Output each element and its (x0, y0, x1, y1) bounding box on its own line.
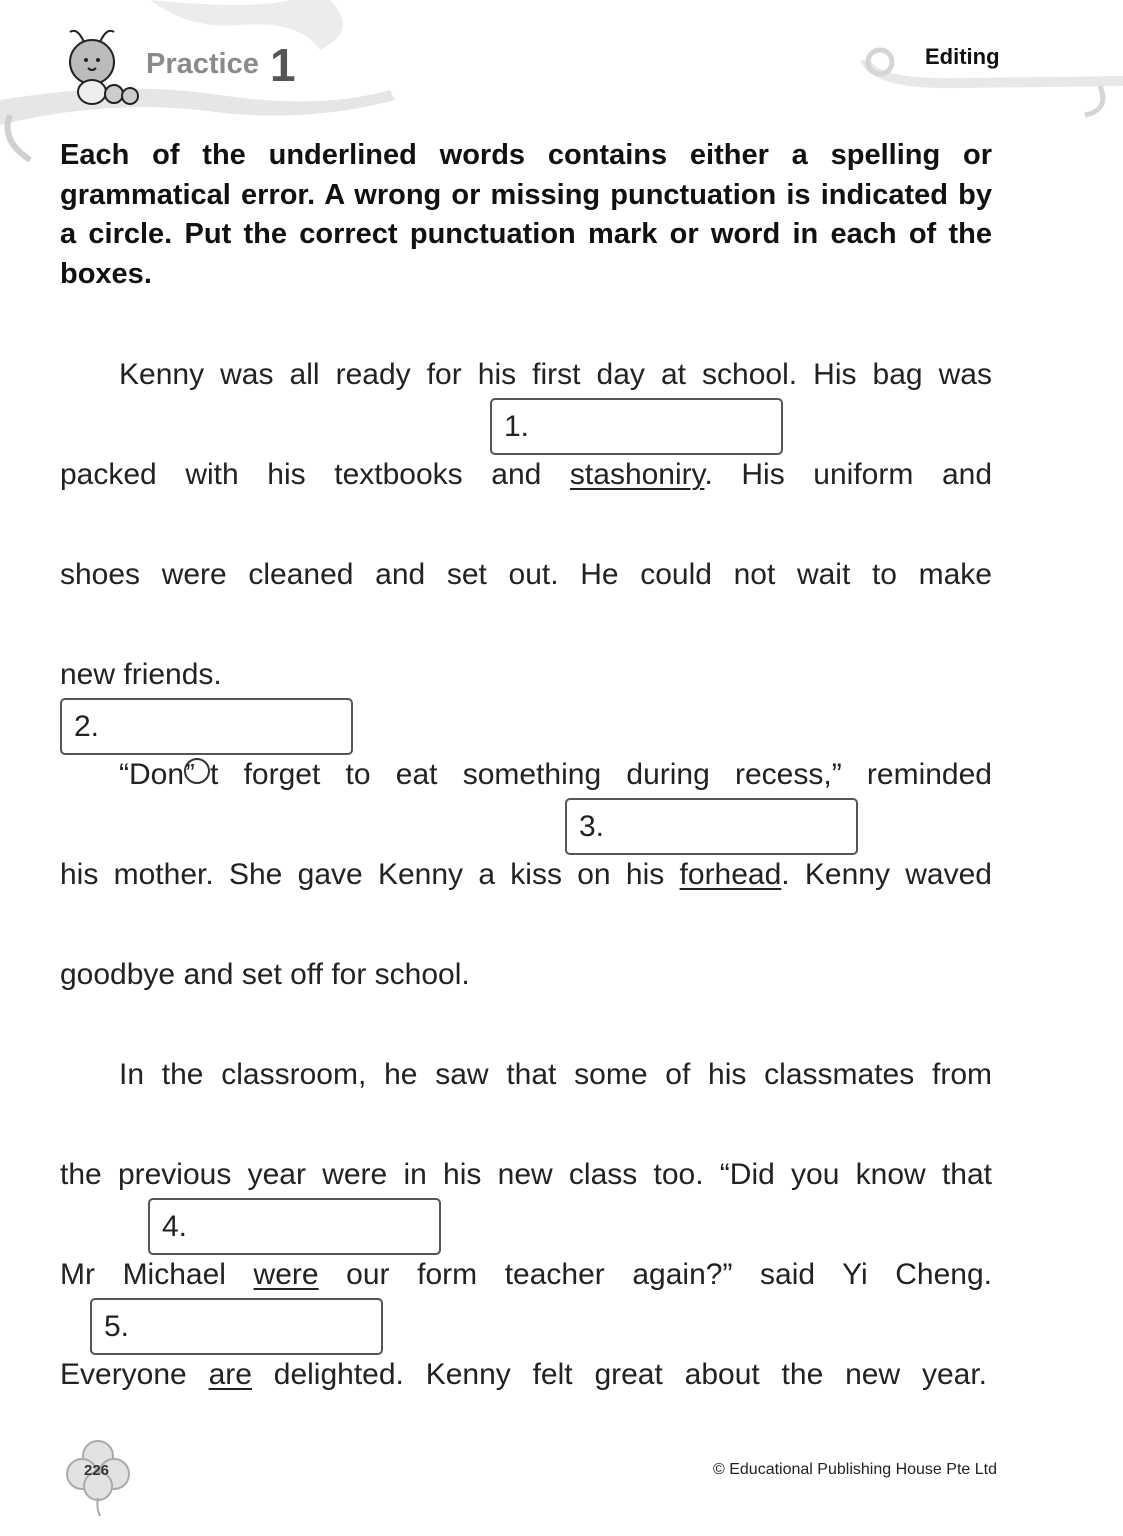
caterpillar-mascot-icon (62, 22, 152, 112)
text: delighted. Kenny felt great about the new year. (251, 1358, 987, 1391)
answer-box-4[interactable]: 4. (148, 1198, 441, 1255)
text: t forget to eat something during recess,” reminded (210, 758, 992, 791)
underlined-error-word: are (208, 1358, 252, 1391)
underlined-error-word: forhead (679, 858, 782, 891)
passage-line (60, 1357, 987, 1393)
text: packed with his textbooks and (60, 458, 570, 491)
practice-number: 1 (270, 39, 296, 91)
practice-label: Practice (146, 48, 259, 80)
underlined-error-word: stashoniry (569, 458, 705, 491)
text: our form teacher again?” said Yi Cheng. (318, 1258, 993, 1291)
text: Kenny was all ready for his first day at school. His bag was (119, 358, 992, 391)
text: his mother. She gave Kenny a kiss on his (60, 858, 680, 891)
answer-box-3[interactable]: 3. (565, 798, 858, 855)
topic-label: Editing (925, 44, 1000, 69)
instructions: Each of the underlined words contains either a spelling or grammatical error. A wrong or missing punctuation is indicated by a circle. Put the correct punctuation mark or word in each of the boxes. (60, 139, 992, 290)
text: the previous year were in his new class too. “Did you know that (60, 1158, 992, 1191)
passage-line (60, 857, 992, 893)
text: . His uniform and (704, 458, 992, 491)
text: goodbye and set off for school. (60, 958, 470, 991)
underlined-error-word: were (253, 1258, 319, 1291)
answer-box-2[interactable]: 2. (60, 698, 353, 755)
text: new friends. (60, 658, 222, 691)
passage-line (60, 657, 992, 693)
passage-line (60, 1057, 992, 1093)
text: “Don (119, 758, 185, 791)
passage-line (60, 557, 992, 593)
passage-line (60, 1157, 992, 1193)
passage-line (60, 757, 992, 793)
text: . Kenny waved (781, 858, 992, 891)
text: shoes were cleaned and set out. He could not wait to make (60, 558, 992, 591)
text: Mr Michael (60, 1258, 254, 1291)
passage-line (60, 457, 992, 493)
passage-line (60, 357, 992, 393)
passage-line (60, 957, 992, 993)
text: Everyone (60, 1358, 209, 1391)
copyright: © Educational Publishing House Pte Ltd (713, 1461, 997, 1478)
answer-box-5[interactable]: 5. (90, 1298, 383, 1355)
text: In the classroom, he saw that some of his classmates from (119, 1058, 992, 1091)
page-number: 226 (84, 1462, 110, 1479)
passage-line (60, 1257, 992, 1293)
circled-punctuation-error: ” (184, 758, 210, 784)
answer-box-1[interactable]: 1. (490, 398, 783, 455)
